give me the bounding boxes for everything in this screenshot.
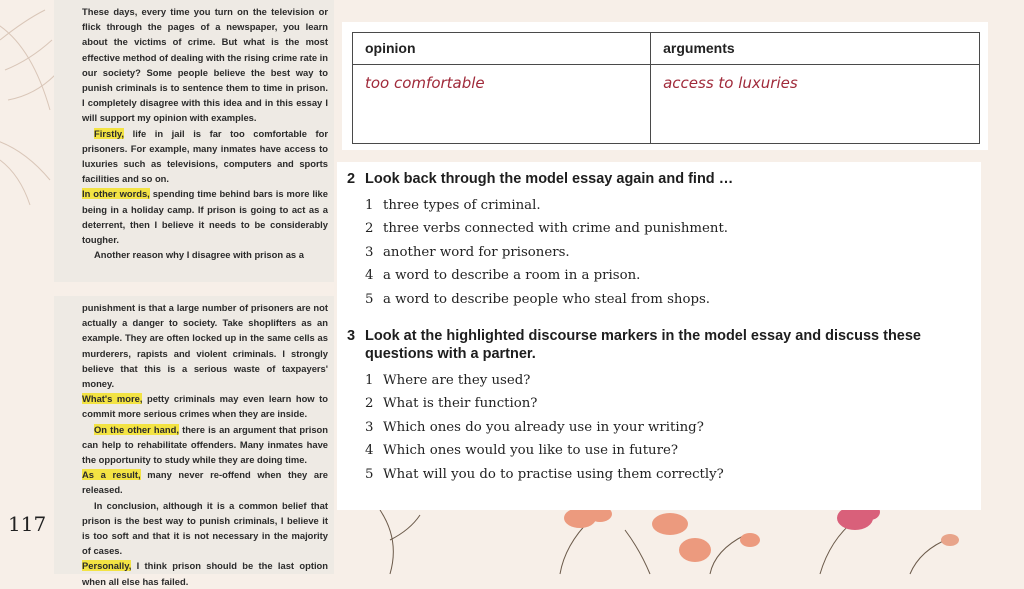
table-cell-opinion: too comfortable xyxy=(353,65,651,144)
exercise-2-heading: 2 Look back through the model essay again and find … xyxy=(347,171,734,187)
essay-paragraph: What's more, petty criminals may even learn how to commit more serious crimes when they are inside. xyxy=(82,393,328,420)
flower-decoration xyxy=(350,500,1024,574)
list-item: 2 three verbs connected with crime and punishment. xyxy=(365,221,729,237)
model-essay-bottom xyxy=(54,296,334,587)
list-item: 3 another word for prisoners. xyxy=(365,244,570,260)
page-number: 117 xyxy=(8,512,47,536)
exercises-panel xyxy=(337,162,981,510)
essay-paragraph: Personally, I think prison should be the last option when all else has failed. xyxy=(82,560,328,587)
list-item: 2 What is their function? xyxy=(365,396,538,412)
table-header-opinion: opinion xyxy=(353,33,651,65)
discourse-marker: What's more, xyxy=(82,393,143,405)
essay-paragraph: Firstly, life in jail is far too comfortable for prisoners. For example, many inmates have access to luxuries such as televisions, computers and sports facilities and so on. xyxy=(82,127,328,185)
essay-paragraph: In other words, spending time behind bars is more like being in a holiday camp. If prison is going to act as a deterrent, then I believe it needs to be considerably tougher. xyxy=(82,188,328,246)
exercise-3-list xyxy=(365,371,981,488)
opinion-arguments-table xyxy=(342,22,988,150)
discourse-marker: As a result, xyxy=(82,469,141,481)
table-cell-arguments: access to luxuries xyxy=(651,65,980,144)
essay-paragraph: In conclusion, although it is a common belief that prison is the best way to punish criminals, I believe it is too soft and that it is not necessary in the majority of cases. xyxy=(82,499,328,557)
essay-paragraph: As a result, many never re-offend when they are released. xyxy=(82,469,328,496)
essay-paragraph: On the other hand, there is an argument that prison can help to rehabilitate offenders. Many inmates have the opportunity to study while they are doing time. xyxy=(82,423,328,466)
model-essay-top xyxy=(54,0,334,282)
essay-paragraph: punishment is that a large number of prisoners are not actually a danger to society. Take shoplifters as an example. They are often locked up in the same cells as murderers, rapists and violent criminals. I strongly believe that this is a serious waste of taxpayers' money. xyxy=(82,302,328,390)
list-item: 5 What will you do to practise using them correctly? xyxy=(365,466,724,482)
exercise-3-heading: 3 Look at the highlighted discourse markers in the model essay and discuss these questions with a partner. xyxy=(347,327,921,362)
list-item: 4 Which ones would you like to use in future? xyxy=(365,443,678,459)
list-item: 1 Where are they used? xyxy=(365,372,531,388)
discourse-marker: On the other hand, xyxy=(94,423,179,435)
leaf-decoration xyxy=(0,0,60,210)
discourse-marker: Personally, xyxy=(82,560,132,572)
list-item: 1 three types of criminal. xyxy=(365,198,541,213)
table-header-arguments: arguments xyxy=(651,33,980,65)
discourse-marker: Firstly, xyxy=(94,127,125,139)
list-item: 5 a word to describe people who steal from shops. xyxy=(365,291,711,307)
essay-paragraph: These days, every time you turn on the television or flick through the pages of a newspaper, you learn about the victims of crime. But what is the most effective method of dealing with the rising crime rate in our society? Some people believe the best way to punish criminals is to sentence them to time in prison. I completely disagree with this idea and in this essay I will support my opinion with examples. xyxy=(82,6,328,124)
list-item: 4 a word to describe a room in a prison. xyxy=(365,268,641,284)
essay-paragraph: Another reason why I disagree with prison as a xyxy=(94,249,304,261)
list-item: 3 Which ones do you already use in your writing? xyxy=(365,419,704,435)
discourse-marker: In other words, xyxy=(82,188,150,200)
exercise-2-list xyxy=(365,196,981,313)
